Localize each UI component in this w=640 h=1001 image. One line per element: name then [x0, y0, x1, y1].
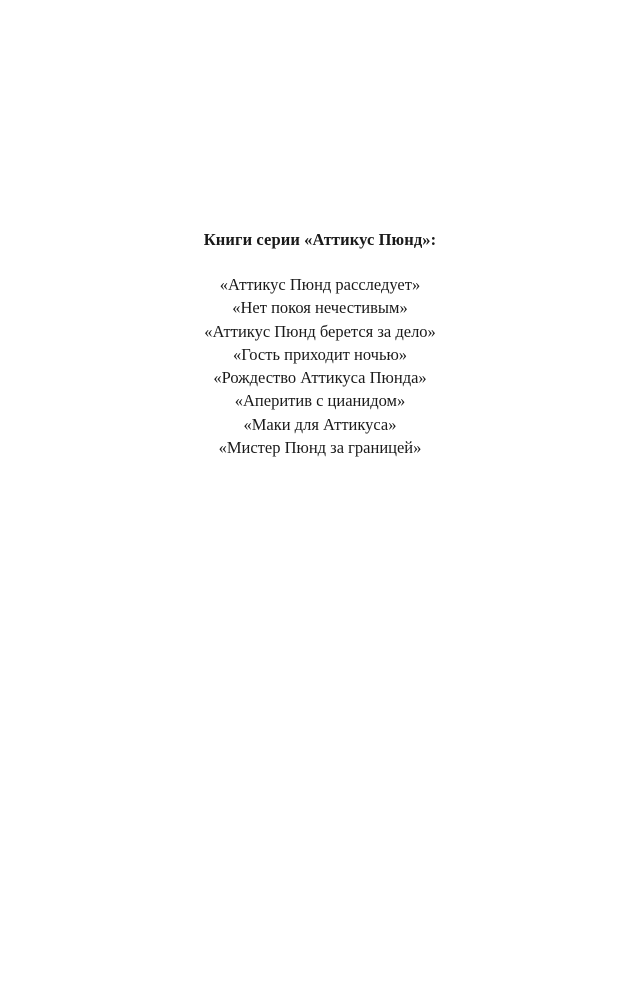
book-list: [0, 273, 640, 459]
book-title: «Аперитив с цианидом»: [234, 391, 406, 411]
book-title: «Аттикус Пюнд расследует»: [219, 275, 421, 294]
book-title: «Гость приходит ночью»: [232, 344, 408, 364]
book-title: «Нет покоя нечестивым»: [232, 298, 408, 318]
book-title: «Мистер Пюнд за границей»: [218, 438, 422, 458]
book-title: «Аттикус Пюнд берется за дело»: [204, 321, 436, 341]
series-heading: Книги серии «Аттикус Пюнд»:: [203, 230, 437, 249]
book-title: «Рождество Аттикуса Пюнда»: [213, 368, 427, 388]
book-title: «Маки для Аттикуса»: [243, 414, 397, 434]
